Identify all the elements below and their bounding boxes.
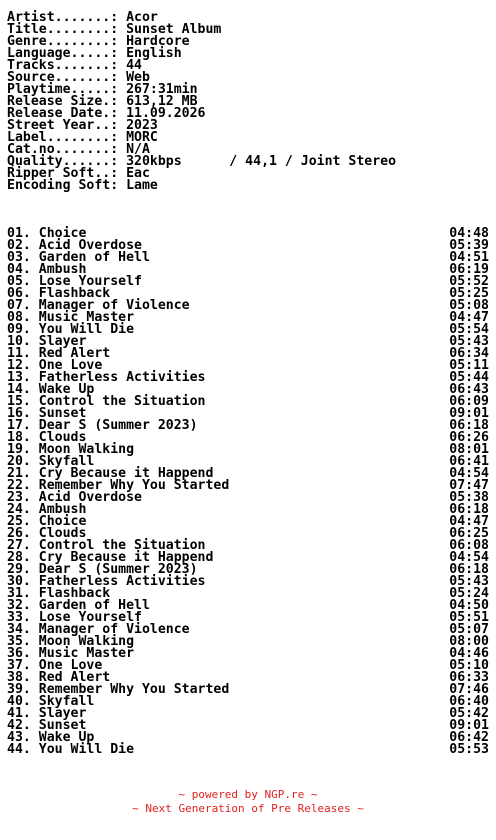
track-title: 18. Clouds bbox=[7, 430, 87, 445]
track-duration: 05:43 bbox=[449, 574, 489, 589]
track-row bbox=[7, 744, 489, 756]
track-title: 43. Wake Up bbox=[7, 730, 95, 745]
track-duration: 06:18 bbox=[449, 502, 489, 517]
track-title: 41. Slayer bbox=[7, 706, 87, 721]
track-duration: 05:24 bbox=[449, 586, 489, 601]
info-line: Release Date.: 11.09.2026 bbox=[7, 106, 206, 121]
track-title: 31. Flashback bbox=[7, 586, 111, 601]
track-title: 35. Moon Walking bbox=[7, 634, 135, 649]
track-title: 14. Wake Up bbox=[7, 382, 95, 397]
info-line: Tracks.......: 44 bbox=[7, 58, 142, 73]
info-line: Genre........: Hardcore bbox=[7, 34, 190, 49]
track-title: 20. Skyfall bbox=[7, 454, 95, 469]
track-title: 44. You Will Die bbox=[7, 742, 135, 757]
track-duration: 06:25 bbox=[449, 526, 489, 541]
track-title: 04. Ambush bbox=[7, 262, 87, 277]
info-line: Source.......: Web bbox=[7, 70, 150, 85]
track-duration: 06:26 bbox=[449, 430, 489, 445]
info-line: Language.....: English bbox=[7, 46, 182, 61]
track-title: 21. Cry Because it Happend bbox=[7, 466, 214, 481]
track-title: 01. Choice bbox=[7, 226, 87, 241]
track-duration: 04:50 bbox=[449, 598, 489, 613]
track-duration: 05:52 bbox=[449, 274, 489, 289]
track-duration: 04:54 bbox=[449, 550, 489, 565]
track-title: 07. Manager of Violence bbox=[7, 298, 190, 313]
track-duration: 05:07 bbox=[449, 622, 489, 637]
track-duration: 06:08 bbox=[449, 538, 489, 553]
track-duration: 06:18 bbox=[449, 562, 489, 577]
track-duration: 05:10 bbox=[449, 658, 489, 673]
info-line: Street Year..: 2023 bbox=[7, 118, 158, 133]
track-title: 29. Dear S (Summer 2023) bbox=[7, 562, 198, 577]
info-line: Release Size.: 613,12 MB bbox=[7, 94, 198, 109]
track-title: 17. Dear S (Summer 2023) bbox=[7, 418, 198, 433]
track-duration: 06:41 bbox=[449, 454, 489, 469]
track-duration: 05:11 bbox=[449, 358, 489, 373]
track-duration: 06:09 bbox=[449, 394, 489, 409]
track-duration: 06:19 bbox=[449, 262, 489, 277]
release-info bbox=[7, 12, 489, 192]
track-duration: 05:54 bbox=[449, 322, 489, 337]
spacer bbox=[7, 192, 489, 204]
track-duration: 06:43 bbox=[449, 382, 489, 397]
info-line: Cat.no.......: N/A bbox=[7, 142, 150, 157]
track-title: 30. Fatherless Activities bbox=[7, 574, 206, 589]
info-line: Quality......: 320kbps / 44,1 / Joint Stereo bbox=[7, 154, 397, 169]
track-title: 25. Choice bbox=[7, 514, 87, 529]
track-title: 36. Music Master bbox=[7, 646, 135, 661]
track-duration: 06:34 bbox=[449, 346, 489, 361]
track-title: 27. Control the Situation bbox=[7, 538, 206, 553]
track-duration: 09:01 bbox=[449, 718, 489, 733]
track-title: 24. Ambush bbox=[7, 502, 87, 517]
track-duration: 05:51 bbox=[449, 610, 489, 625]
track-title: 11. Red Alert bbox=[7, 346, 111, 361]
track-duration: 05:08 bbox=[449, 298, 489, 313]
track-duration: 06:33 bbox=[449, 670, 489, 685]
track-title: 33. Lose Yourself bbox=[7, 610, 142, 625]
footer-powered-by: ~ powered by NGP.re ~ bbox=[178, 788, 318, 801]
track-title: 40. Skyfall bbox=[7, 694, 95, 709]
track-title: 39. Remember Why You Started bbox=[7, 682, 230, 697]
track-title: 10. Slayer bbox=[7, 334, 87, 349]
track-title: 13. Fatherless Activities bbox=[7, 370, 206, 385]
track-title: 26. Clouds bbox=[7, 526, 87, 541]
track-title: 09. You Will Die bbox=[7, 322, 135, 337]
track-title: 23. Acid Overdose bbox=[7, 490, 142, 505]
track-title: 12. One Love bbox=[7, 358, 103, 373]
track-title: 15. Control the Situation bbox=[7, 394, 206, 409]
track-duration: 07:46 bbox=[449, 682, 489, 697]
track-duration: 04:48 bbox=[449, 226, 489, 241]
track-duration: 08:01 bbox=[449, 442, 489, 457]
track-duration: 05:38 bbox=[449, 490, 489, 505]
track-duration: 09:01 bbox=[449, 406, 489, 421]
track-duration: 06:18 bbox=[449, 418, 489, 433]
track-duration: 05:25 bbox=[449, 286, 489, 301]
track-duration: 05:43 bbox=[449, 334, 489, 349]
track-title: 03. Garden of Hell bbox=[7, 250, 150, 265]
info-line: Playtime.....: 267:31min bbox=[7, 82, 198, 97]
info-line: Encoding Soft: Lame bbox=[7, 178, 158, 193]
track-title: 16. Sunset bbox=[7, 406, 87, 421]
track-duration: 05:42 bbox=[449, 706, 489, 721]
track-duration: 08:00 bbox=[449, 634, 489, 649]
track-title: 38. Red Alert bbox=[7, 670, 111, 685]
track-title: 32. Garden of Hell bbox=[7, 598, 150, 613]
track-title: 06. Flashback bbox=[7, 286, 111, 301]
track-title: 08. Music Master bbox=[7, 310, 135, 325]
nfo-text bbox=[7, 12, 489, 756]
track-duration: 05:44 bbox=[449, 370, 489, 385]
track-duration: 07:47 bbox=[449, 478, 489, 493]
track-title: 37. One Love bbox=[7, 658, 103, 673]
track-duration: 05:39 bbox=[449, 238, 489, 253]
track-title: 34. Manager of Violence bbox=[7, 622, 190, 637]
info-line: Artist.......: Acor bbox=[7, 10, 158, 25]
track-duration: 04:47 bbox=[449, 514, 489, 529]
track-duration: 06:40 bbox=[449, 694, 489, 709]
tracklist bbox=[7, 228, 489, 756]
track-title: 28. Cry Because it Happend bbox=[7, 550, 214, 565]
track-title: 02. Acid Overdose bbox=[7, 238, 142, 253]
track-title: 19. Moon Walking bbox=[7, 442, 135, 457]
track-title: 22. Remember Why You Started bbox=[7, 478, 230, 493]
track-duration: 04:54 bbox=[449, 466, 489, 481]
info-line: Label........: MORC bbox=[7, 130, 158, 145]
track-title: 42. Sunset bbox=[7, 718, 87, 733]
track-duration: 04:47 bbox=[449, 310, 489, 325]
footer-tagline: ~ Next Generation of Pre Releases ~ bbox=[132, 802, 364, 815]
spacer bbox=[7, 204, 489, 216]
track-duration: 04:46 bbox=[449, 646, 489, 661]
track-duration: 06:42 bbox=[449, 730, 489, 745]
info-line: Title........: Sunset Album bbox=[7, 22, 222, 37]
info-line: Ripper Soft..: Eac bbox=[7, 166, 150, 181]
track-title: 05. Lose Yourself bbox=[7, 274, 142, 289]
track-duration: 04:51 bbox=[449, 250, 489, 265]
track-duration: 05:53 bbox=[449, 742, 489, 757]
